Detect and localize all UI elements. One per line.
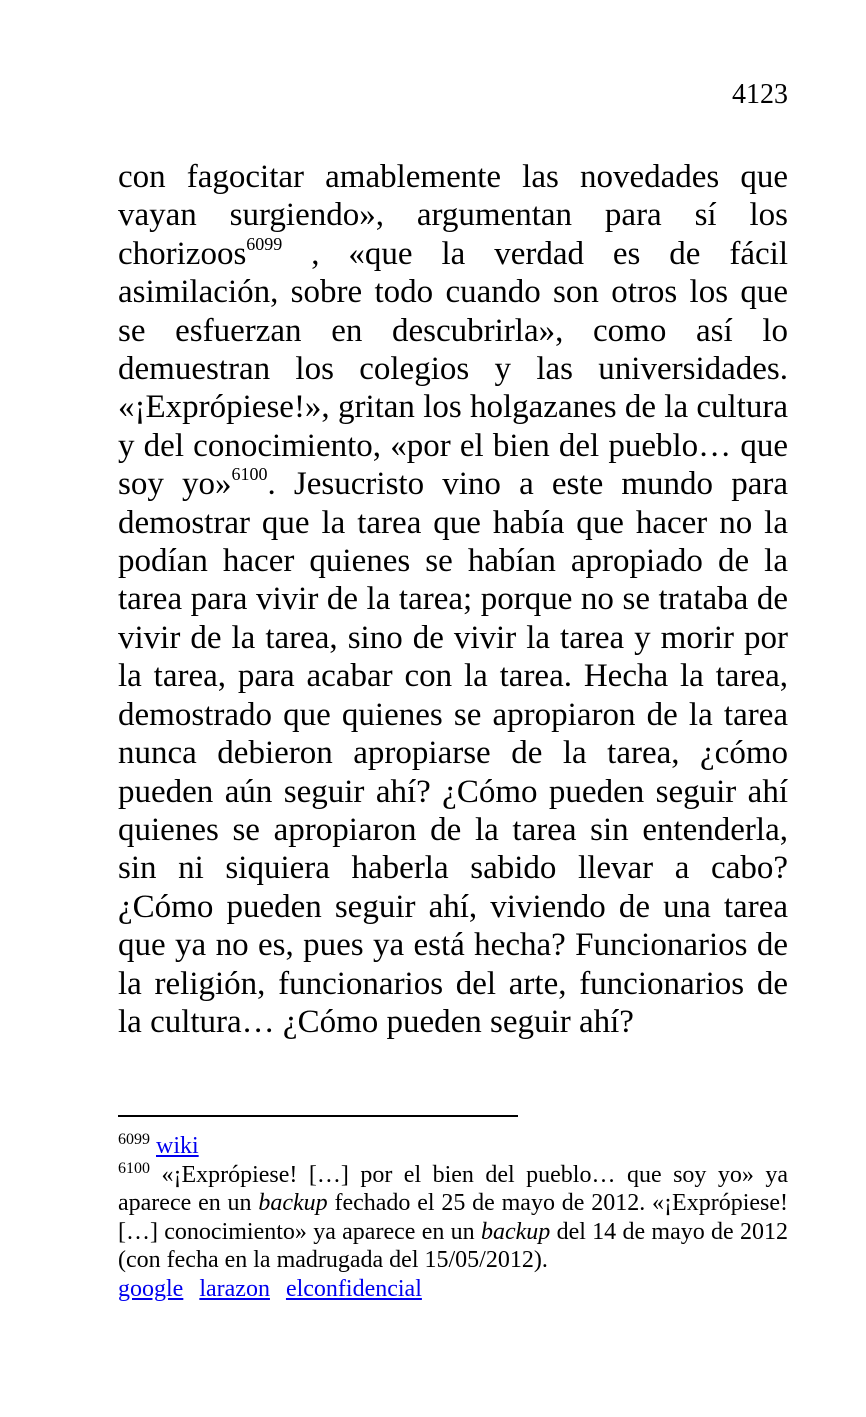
larazon-link[interactable]: larazon (199, 1275, 270, 1302)
footnote-text: «¡Exprópiese! […] por el bien del pueblo… que soy yo» ya aparece en un (118, 1161, 788, 1216)
footnote-reference-6099[interactable]: 6099 (246, 233, 283, 254)
footnote-text: del 14 de mayo de 2012 (con fecha en la madrugada del 15/05/2012). (118, 1218, 788, 1273)
footnote-separator (118, 1115, 518, 1117)
footnote-reference-6100[interactable]: 6100 (231, 464, 268, 485)
footnotes (118, 1132, 788, 1303)
body-text-segment: . Jesucristo vino a este mundo para demostrar que la tarea que había que hacer no la podían hacer quienes se habían apropiado de la tarea para vivir de la tarea; porque no se trataba de vivir de la tarea, sino de vivir la tarea y morir por la tarea, para acabar con la tarea. Hecha la tarea, demostrado que quienes se apropiaron de la tarea nunca debieron apropiarse de la tarea, ¿cómo pueden aún seguir ahí? ¿Cómo pueden seguir ahí quienes se apropiaron de la tarea sin entenderla, sin ni siquiera haberla sabido llevar a cabo? ¿Cómo pueden seguir ahí, viviendo de una tarea que ya no es, pues ya está hecha? Funcionarios de la religión, funcionarios del arte, funcionarios de la cultura… ¿Cómo pueden seguir ahí? (118, 466, 789, 1040)
body-text-segment: , «que la verdad es de fácil asimilación, sobre todo cuando son otros los que se esfuerzan en descubrirla», como así lo demuestran los colegios y las universidades. «¡Exprópiese!», gritan los holgazanes de la cultura y del conocimiento, «por el bien del pueblo… que soy yo» (118, 235, 788, 503)
google-link[interactable]: google (118, 1275, 184, 1302)
footnote-number: 6099 (118, 1131, 150, 1148)
footnote-emphasis: backup (480, 1218, 551, 1245)
page-number: 4123 (732, 79, 788, 110)
body-text-segment: con fagocitar amablemente las novedades que vayan surgiendo», argumentan para sí los chorizoos (118, 159, 788, 272)
footnote-number: 6100 (118, 1159, 150, 1177)
footnote-links (118, 1275, 788, 1304)
footnote-6100 (118, 1161, 788, 1275)
wiki-link[interactable]: wiki (156, 1133, 199, 1159)
body-paragraph (118, 158, 788, 1041)
footnote-emphasis: backup (258, 1190, 328, 1216)
footnote-text: fechado el 25 de mayo de 2012. «¡Exprópiese! […] conocimiento» ya aparece en un (118, 1190, 788, 1245)
footnote-6099 (118, 1132, 788, 1161)
elconfidencial-link[interactable]: elconfidencial (285, 1275, 422, 1302)
